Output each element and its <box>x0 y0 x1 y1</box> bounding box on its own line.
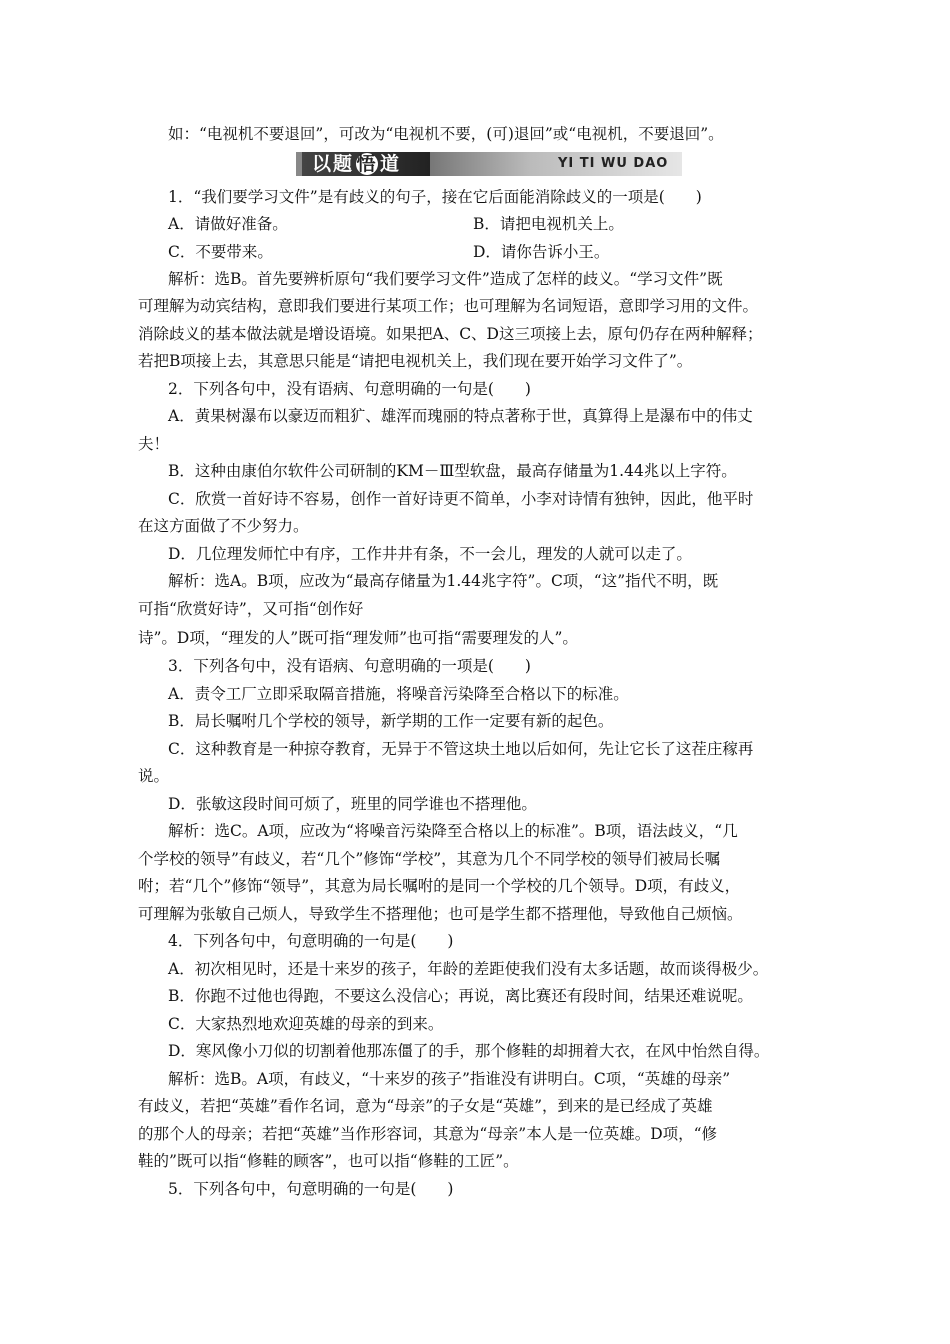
banner-char-4: 道 <box>380 153 402 175</box>
example-line: 如：“电视机不要退回”，可改为“电视机不要，(可)退回”或“电视机，不要退回”。 <box>168 125 724 143</box>
analysis-4-line-2: 有歧义，若把“英雄”看作名词，意为“母亲”的子女是“英雄”，到来的是已经成了英雄 <box>138 1097 713 1115</box>
option-4b: B．你跑不过他也得跑，不要这么没信心；再说，离比赛还有段时间，结果还难说呢。 <box>168 987 753 1005</box>
option-1a: A．请做好准备。 <box>168 215 288 233</box>
analysis-3-line-1: 解析：选C。A项，应改为“将噪音污染降至合格以上的标准”。B项，语法歧义，“几 <box>168 822 738 840</box>
analysis-3-line-2: 个学校的领导”有歧义，若“几个”修饰“学校”，其意为几个不同学校的领导们被局长嘱 <box>138 850 721 868</box>
option-3c-line-2: 说。 <box>138 767 170 785</box>
option-2d: D．几位理发师忙中有序，工作井井有条，不一会儿，理发的人就可以走了。 <box>168 545 692 563</box>
option-2a-line-1: A．黄果树瀑布以豪迈而粗犷、雄浑而瑰丽的特点著称于世，真算得上是瀑布中的伟丈 <box>168 407 753 425</box>
banner-pinyin: YI TI WU DAO <box>558 156 669 171</box>
banner-char-2: 题 <box>333 153 355 175</box>
analysis-1-line-2: 可理解为动宾结构，意即我们要进行某项工作；也可理解为名词短语，意即学习用的文件。 <box>138 297 759 315</box>
analysis-4-line-3: 的那个人的母亲；若把“英雄”当作形容词，其意为“母亲”本人是一位英雄。D项，“修 <box>138 1125 718 1143</box>
analysis-2-line-2: 可指“欣赏好诗”，又可指“创作好 <box>138 600 364 618</box>
question-4: 4．下列各句中，句意明确的一句是( ) <box>168 932 454 950</box>
option-2c-line-2: 在这方面做了不少努力。 <box>138 517 309 535</box>
analysis-1-line-1: 解析：选B。首先要辨析原句“我们要学习文件”造成了怎样的歧义。“学习文件”既 <box>168 270 723 288</box>
option-3c-line-1: C．这种教育是一种掠夺教育，无异于不管这块土地以后如何，先让它长了这茬庄稼再 <box>168 740 754 758</box>
analysis-2-line-3: 诗”。D项，“理发的人”既可指“理发师”也可指“需要理发的人”。 <box>138 629 578 647</box>
section-banner <box>302 150 682 178</box>
option-3d: D．张敏这段时间可烦了，班里的同学谁也不搭理他。 <box>168 795 537 813</box>
option-2b: B．这种由康伯尔软件公司研制的KM－Ⅲ型软盘，最高存储量为1.44兆以上字符。 <box>168 462 737 480</box>
question-2: 2．下列各句中，没有语病、句意明确的一句是( ) <box>168 380 531 398</box>
option-4d: D．寒风像小刀似的切割着他那冻僵了的手，那个修鞋的却拥着大衣，在风中怡然自得。 <box>168 1042 770 1060</box>
option-2a-line-2: 夫！ <box>138 435 170 453</box>
analysis-1-line-4: 若把B项接上去，其意思只能是“请把电视机关上，我们现在要开始学习文件了”。 <box>138 352 693 370</box>
analysis-4-line-1: 解析：选B。A项，有歧义，“十来岁的孩子”指谁没有讲明白。C项，“英雄的母亲” <box>168 1070 731 1088</box>
question-5: 5．下列各句中，句意明确的一句是( ) <box>168 1180 454 1198</box>
banner-circled-char: 悟 <box>356 153 378 175</box>
analysis-4-line-4: 鞋的”既可以指“修鞋的顾客”，也可以指“修鞋的工匠”。 <box>138 1152 519 1170</box>
option-1b: B．请把电视机关上。 <box>473 215 624 233</box>
option-3a: A．责令工厂立即采取隔音措施，将噪音污染降至合格以下的标准。 <box>168 685 629 703</box>
option-4c: C．大家热烈地欢迎英雄的母亲的到来。 <box>168 1015 444 1033</box>
question-3: 3．下列各句中，没有语病、句意明确的一项是( ) <box>168 657 531 675</box>
analysis-1-line-3: 消除歧义的基本做法就是增设语境。如果把A、C、D这三项接上去，原句仍存在两种解释； <box>138 325 763 343</box>
analysis-3-line-3: 咐；若“几个”修饰“领导”，其意为局长嘱咐的是同一个学校的几个领导。D项，有歧义， <box>138 877 741 895</box>
analysis-3-line-4: 可理解为张敏自己烦人，导致学生不搭理他；也可是学生都不搭理他，导致他自己烦恼。 <box>138 905 743 923</box>
option-4a: A．初次相见时，还是十来岁的孩子，年龄的差距使我们没有太多话题，故而谈得极少。 <box>168 960 769 978</box>
option-3b: B．局长嘱咐几个学校的领导，新学期的工作一定要有新的起色。 <box>168 712 614 730</box>
question-1: 1．“我们要学习文件”是有歧义的句子，接在它后面能消除歧义的一项是( ) <box>168 188 702 206</box>
analysis-2-line-1: 解析：选A。B项，应改为“最高存储量为1.44兆字符”。C项，“这”指代不明，既 <box>168 572 719 590</box>
banner-char-1: 以 <box>312 153 334 175</box>
option-1d: D．请你告诉小王。 <box>473 243 610 261</box>
option-2c-line-1: C．欣赏一首好诗不容易，创作一首好诗更不简单，小李对诗情有独钟，因此，他平时 <box>168 490 754 508</box>
banner-title <box>312 153 401 175</box>
option-1c: C．不要带来。 <box>168 243 273 261</box>
